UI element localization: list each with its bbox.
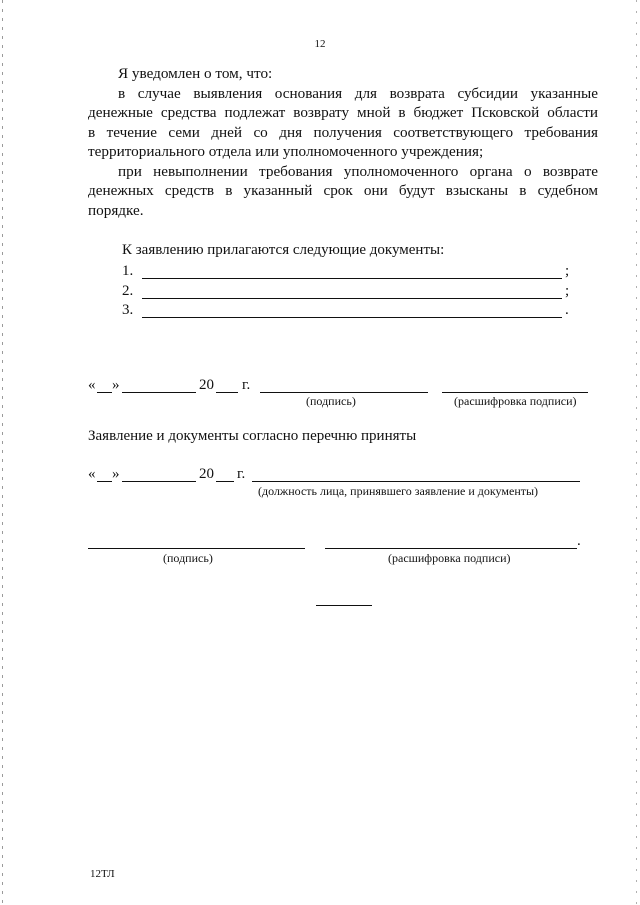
acc-position-field[interactable] (252, 481, 580, 482)
attachment-line-3[interactable] (142, 317, 562, 318)
signature-caption: (подпись) (306, 394, 356, 408)
date-year-prefix: 20 (199, 377, 214, 393)
attachment-num-3: 3. (122, 302, 134, 318)
acc-date-month-field[interactable] (122, 481, 196, 482)
notice-para1-line1: в случае выявления основания для возврата субсидии указанные (118, 84, 598, 102)
signature-decoding-field[interactable] (442, 392, 588, 393)
acceptance-title: Заявление и документы согласно перечню приняты (88, 428, 417, 444)
scan-edge-left (2, 0, 3, 905)
end-separator (316, 605, 372, 606)
acc-decoding-caption: (расшифровка подписи) (388, 551, 511, 565)
notice-para2-line3: порядке. (88, 201, 144, 219)
acc-date-quote-close: » (112, 466, 120, 482)
acc-signature-caption: (подпись) (163, 551, 213, 565)
attachment-num-2: 2. (122, 283, 134, 299)
acc-date-quote-open: « (88, 466, 96, 482)
acc-date-day-field[interactable] (97, 481, 112, 482)
notice-para1-line4: территориального отдела или уполномоченного учреждения; (88, 143, 484, 160)
signature-field[interactable] (260, 392, 428, 393)
attachment-line-1[interactable] (142, 278, 562, 279)
notice-para2-line1: при невыполнении требования уполномоченного органа о возврате (118, 162, 598, 180)
date-day-field[interactable] (97, 392, 112, 393)
notice-intro: Я уведомлен о том, что: (118, 65, 273, 82)
scan-edge-right (636, 0, 637, 905)
attachment-end-2: ; (565, 283, 570, 299)
date-year-suffix: г. (242, 377, 251, 393)
signature-decoding-caption: (расшифровка подписи) (454, 394, 577, 408)
attachment-line-2[interactable] (142, 298, 562, 299)
acc-date-year-field[interactable] (216, 481, 234, 482)
date-quote-close: » (112, 377, 120, 393)
attachment-end-1: ; (565, 263, 570, 279)
acc-position-caption: (должность лица, принявшего заявление и документы) (258, 484, 539, 498)
date-month-field[interactable] (122, 392, 196, 393)
attachment-end-3: . (565, 302, 569, 318)
acc-end-mark: . (577, 533, 581, 549)
notice-para1-line2: денежные средства подлежат возврату мной в бюджет Псковской области (88, 104, 598, 121)
acc-signature-field[interactable] (88, 548, 305, 549)
acc-date-year-prefix: 20 (199, 466, 214, 482)
notice-block (88, 64, 598, 220)
date-year-field[interactable] (216, 392, 238, 393)
page-number: 12 (314, 38, 326, 50)
footer-code: 12ТЛ (90, 868, 115, 880)
date-quote-open: « (88, 377, 96, 393)
notice-para1-line3: в течение семи дней со дня получения соответствующего требования (88, 123, 598, 141)
acc-date-year-suffix: г. (237, 466, 246, 482)
attachments-heading: К заявлению прилагаются следующие документы: (122, 242, 445, 258)
attachment-num-1: 1. (122, 263, 134, 279)
acc-decoding-field[interactable] (325, 548, 577, 549)
notice-para2-line2: денежных средств в указанный срок они будут взысканы в судебном (88, 182, 598, 199)
